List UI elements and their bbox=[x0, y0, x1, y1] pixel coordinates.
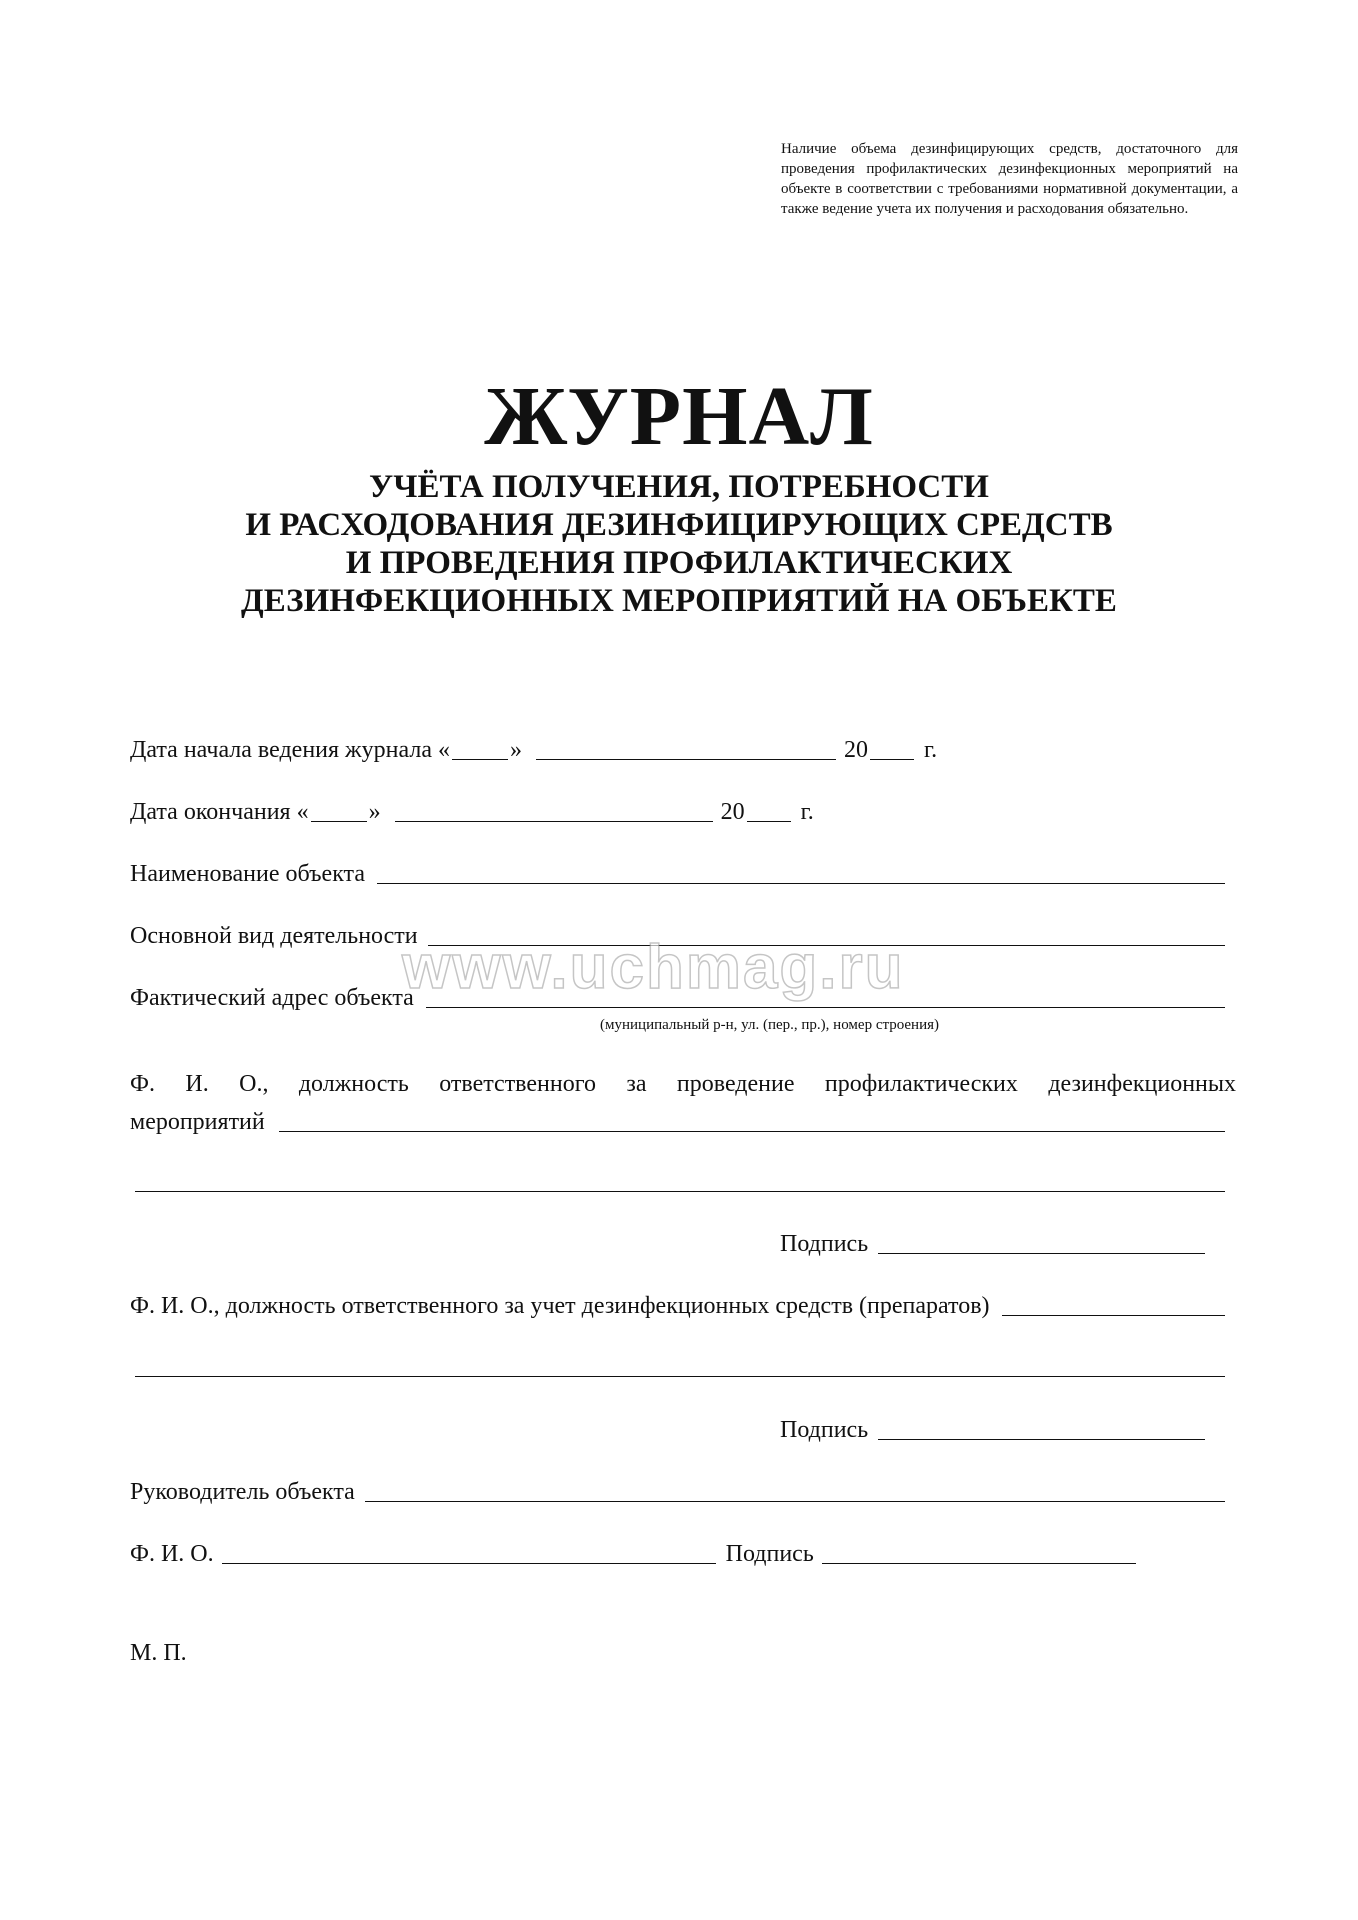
responsible-measures-extra-line[interactable] bbox=[135, 1191, 1225, 1192]
stamp-row bbox=[130, 1631, 1225, 1667]
start-year-blank[interactable] bbox=[870, 737, 914, 760]
fio-label: Ф. И. О. bbox=[130, 1541, 214, 1567]
quote-close: » bbox=[368, 799, 381, 825]
fio-signature-row bbox=[130, 1532, 1225, 1568]
activity-label: Основной вид деятельности bbox=[130, 923, 418, 949]
signature-blank-2[interactable] bbox=[878, 1417, 1205, 1440]
notice-text: Наличие объема дезинфицирующих средств, достаточного для проведения профилактических дезинфекционных мероприятий на объекте в соответствии с требованиями нормативной документации, а также ведение учета их получения и расходования обязательно. bbox=[781, 141, 1238, 217]
start-month-blank[interactable] bbox=[536, 737, 836, 760]
address-label: Фактический адрес объекта bbox=[130, 985, 414, 1011]
responsible-measures-row bbox=[130, 1100, 1225, 1136]
year-suffix: г. bbox=[800, 799, 814, 825]
signature-label: Подпись bbox=[780, 1417, 869, 1443]
subtitle-line: УЧЁТА ПОЛУЧЕНИЯ, ПОТРЕБНОСТИ bbox=[369, 469, 989, 505]
head-row bbox=[130, 1470, 1225, 1506]
subtitle-line: И ПРОВЕДЕНИЯ ПРОФИЛАКТИЧЕСКИХ bbox=[345, 545, 1013, 581]
object-name-row bbox=[130, 852, 1225, 888]
start-date-row bbox=[130, 728, 1225, 764]
subtitle-line: И РАСХОДОВАНИЯ ДЕЗИНФИЦИРУЮЩИХ СРЕДСТВ bbox=[245, 507, 1113, 543]
responsible-measures-text: Ф. И. О., должность ответственного за проведение профилактических дезинфекционных bbox=[130, 1071, 1236, 1097]
signature-blank-1[interactable] bbox=[878, 1231, 1205, 1254]
signature-label: Подпись bbox=[725, 1541, 814, 1567]
address-hint: (муниципальный р-н, ул. (пер., пр.), номер строения) bbox=[600, 1017, 940, 1033]
responsible-accounting-extra-line[interactable] bbox=[135, 1376, 1225, 1377]
start-day-blank[interactable] bbox=[452, 737, 508, 760]
responsible-accounting-label: Ф. И. О., должность ответственного за учет дезинфекционных средств (препаратов) bbox=[130, 1293, 990, 1319]
watermark: www.uchmag.ru bbox=[402, 933, 905, 1002]
start-date-label: Дата начала ведения журнала « bbox=[130, 737, 450, 763]
responsible-accounting-row bbox=[130, 1284, 1225, 1320]
end-day-blank[interactable] bbox=[311, 799, 367, 822]
signature-label: Подпись bbox=[780, 1231, 869, 1257]
subtitle-line: ДЕЗИНФЕКЦИОННЫХ МЕРОПРИЯТИЙ НА ОБЪЕКТЕ bbox=[241, 583, 1117, 619]
end-date-label: Дата окончания « bbox=[130, 799, 309, 825]
end-year-blank[interactable] bbox=[747, 799, 791, 822]
journal-title: ЖУРНАЛ bbox=[484, 370, 874, 463]
stamp-label: М. П. bbox=[130, 1640, 187, 1666]
signature-row-2 bbox=[780, 1408, 1205, 1444]
head-label: Руководитель объекта bbox=[130, 1479, 355, 1505]
responsible-accounting-blank[interactable] bbox=[1002, 1293, 1225, 1316]
journal-subtitle bbox=[100, 468, 1258, 620]
quote-close: » bbox=[509, 737, 522, 763]
end-date-row bbox=[130, 790, 1225, 826]
signature-row-1 bbox=[780, 1222, 1205, 1258]
object-name-label: Наименование объекта bbox=[130, 861, 365, 887]
year-prefix: 20 bbox=[843, 737, 868, 763]
end-month-blank[interactable] bbox=[395, 799, 713, 822]
responsible-measures-label: мероприятий bbox=[130, 1109, 265, 1135]
signature-blank-3[interactable] bbox=[822, 1541, 1136, 1564]
object-name-blank[interactable] bbox=[377, 861, 1225, 884]
fio-blank[interactable] bbox=[222, 1541, 716, 1564]
year-prefix: 20 bbox=[720, 799, 745, 825]
head-blank[interactable] bbox=[365, 1479, 1225, 1502]
responsible-measures-blank[interactable] bbox=[279, 1109, 1225, 1132]
year-suffix: г. bbox=[923, 737, 938, 763]
